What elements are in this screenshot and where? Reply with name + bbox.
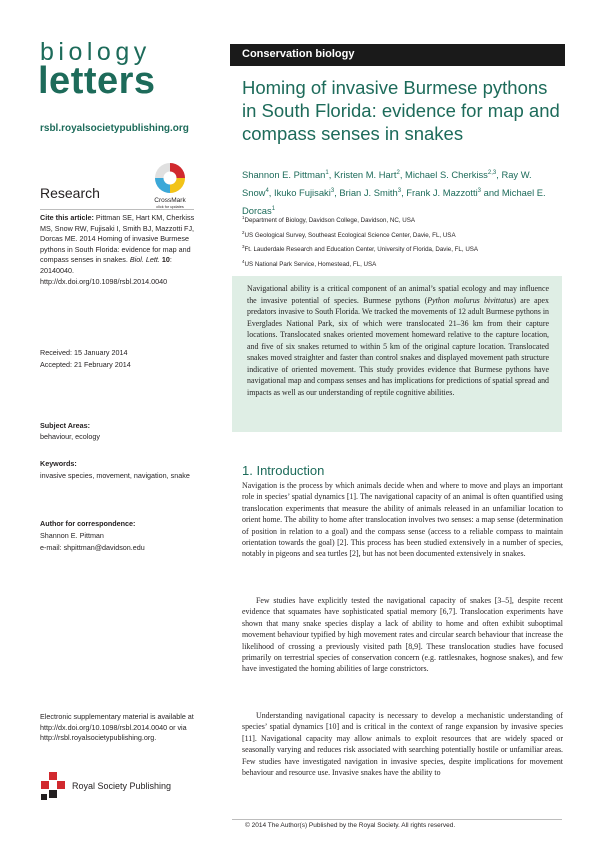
- cite-volume: 10: [161, 255, 170, 265]
- abstract-part2: ) are apex predators invasive to South Florida. We tracked the movements of 12 adult Burmese pythons in Everglades National Park, six of which were translocated 21–36 km from their capture locations. Translocated snakes oriented movement homeward relative to the capture location, and five of six snakes returned to within 5 km of the original capture location. Translocated snakes moved straighter and faster than control snakes and displayed movement path structure indicative of oriented movement. This study provides evidence that Burmese pythons have navigational map and compass senses and has implications for predictions of spatial spread and impacts as well as our understanding of reptile cognitive abilities.: [247, 295, 549, 397]
- esm-note: Electronic supplementary material is available at http://dx.doi.org/10.1098/rsbl.2014.0040 or via http://rsbl.royalsocietypublishing.org.: [40, 712, 194, 743]
- affiliation-text: US Geological Survey, Southeast Ecological Science Center, Davie, FL, USA: [244, 231, 456, 239]
- intro-paragraph-2: Few studies have explicitly tested the navigational capacity of snakes [3–5], despite recent evidence that squamates have sophisticated spatial memory [6,7]. Translocation experiments have shown that many snake species display a lack of ability to home and often exhibit suboptimal movement behaviour typified by high movement rates and circular search behaviour that increase the likelihood of crossing a previously visited path [8,9]. These translocation studies have focused primarily on terrestrial species of conservation concern (e.g. rattlesnakes, hognose snakes), and few have investigated the homing abilities of large constrictors.: [242, 596, 563, 674]
- cite-label: Cite this article:: [40, 213, 94, 222]
- abstract-text: [247, 283, 549, 398]
- author-name[interactable]: Michael S. Cherkiss: [405, 169, 488, 181]
- journal-name-line1: biology: [40, 38, 151, 66]
- royal-society-logo-icon: [40, 772, 66, 802]
- author-affiliation-marker: 3: [397, 188, 402, 195]
- keywords-text: invasive species, movement, navigation, snake: [40, 471, 190, 480]
- footer-divider: [232, 819, 562, 820]
- affiliation-marker: 3: [242, 244, 245, 250]
- keywords-label: Keywords:: [40, 459, 77, 468]
- correspondence-name: Shannon E. Pittman: [40, 531, 104, 540]
- subject-areas-label: Subject Areas:: [40, 421, 91, 430]
- crossmark-sub: click for updates: [156, 205, 184, 209]
- affiliation-marker: 2: [242, 229, 245, 235]
- copyright-footer: © 2014 The Author(s) Published by the Royal Society. All rights reserved.: [245, 822, 456, 829]
- abstract-species: Python molurus bivittatus: [427, 295, 514, 305]
- subject-areas-text: behaviour, ecology: [40, 432, 100, 441]
- section-label: Conservation biology: [242, 48, 355, 60]
- affiliation-marker: 1: [242, 215, 245, 220]
- author-list: Shannon E. Pittman$^1$, Kristen M. Hart$^2$, Michael S. Cherkiss$^{2,3}$, Ray W. Snow$^4$, Ikuko Fujisaki$^3$, Brian J. Smith$^3$, Frank J. Mazzotti$^3$ and Michael E. Dorcas$^1$: [242, 169, 546, 217]
- received-date: Received: 15 January 2014: [40, 348, 128, 357]
- article-title: Homing of invasive Burmese pythons in South Florida: evidence for map and compass senses in snakes: [242, 77, 560, 144]
- author-name[interactable]: Shannon E. Pittman: [242, 169, 326, 181]
- author-name[interactable]: Brian J. Smith: [339, 187, 398, 199]
- cite-rest: : 20140040.: [40, 255, 172, 275]
- affiliation-item: [242, 256, 562, 271]
- affiliation-item: [242, 212, 562, 227]
- affiliation-marker: 4: [242, 258, 245, 264]
- author-affiliation-marker: 2: [396, 170, 400, 176]
- cite-doi[interactable]: http://dx.doi.org/10.1098/rsbl.2014.0040: [40, 276, 168, 286]
- author-name[interactable]: Ray W. Snow: [242, 169, 532, 199]
- affiliation-item: [242, 241, 562, 256]
- journal-url[interactable]: rsbl.royalsocietypublishing.org: [40, 123, 189, 134]
- author-affiliation-marker: 4: [265, 188, 269, 195]
- cite-journal: Biol. Lett.: [129, 255, 160, 265]
- intro-heading: 1. Introduction: [242, 463, 325, 478]
- correspondence-label: Author for correspondence:: [40, 519, 136, 528]
- intro-paragraph-1: Navigation is the process by which animals decide when and where to move and plays an important role in species’ spatial dynamics [1]. The navigational capacity of an animal is often quantified using translocation experiments that measure the ability of animals released in an unfamiliar location to orient home. The ability to home after translocation involves two senses: a map sense (determination of position in relation to a goal) and the compass sense (access to a reliable compass to maintain orientation towards the goal) [2]. This process has been studied extensively in a number of species, notably in pigeons and sea turtles [2], but has not been documented extensively in snakes.: [242, 481, 563, 559]
- crossmark-label: CrossMark: [154, 197, 186, 204]
- left-divider: [40, 209, 194, 210]
- author-affiliation-marker: 3: [330, 188, 335, 195]
- crossmark-icon[interactable]: [148, 160, 192, 210]
- affiliation-item: [242, 227, 562, 242]
- journal-name-line2: letters: [38, 60, 156, 102]
- article-type: Research: [40, 185, 100, 201]
- intro-paragraph-3: Understanding navigational capacity is necessary to develop a mechanistic understanding of species’ spatial dynamics [10] and is critical in the context of range expansion by invasive species [11]. Navigational capacity may allow animals to exploit resources that are widely spaced or seasonally varying and reduces risk associated with searching potentially hostile or unfamiliar areas. Few studies have investigated navigation in invasive species, despite implications for movement behaviour and resource use. Invasive snakes have the ability to: [242, 711, 563, 778]
- affiliation-list: [242, 212, 562, 271]
- author-affiliation-marker: 1: [271, 206, 276, 213]
- publisher-name: Royal Society Publishing: [72, 781, 172, 791]
- author-name[interactable]: Michael E. Dorcas: [242, 187, 546, 217]
- citation-block: [40, 213, 196, 287]
- correspondence-email[interactable]: e-mail: shpittman@davidson.edu: [40, 543, 145, 552]
- affiliation-text: US National Park Service, Homestead, FL, USA: [244, 261, 377, 269]
- author-affiliation-marker: 1: [325, 170, 329, 176]
- author-affiliation-marker: 3: [477, 188, 482, 195]
- abstract-part1: Navigational ability is a critical component of an animal’s spatial ecology and may influence the invasive potential of species. Burmese pythons (: [247, 284, 549, 305]
- affiliation-text: Ft. Lauderdale Research and Education Center, University of Florida, Davie, FL, USA: [244, 246, 479, 254]
- author-name[interactable]: Frank J. Mazzotti: [406, 187, 478, 199]
- author-name[interactable]: Kristen M. Hart: [333, 169, 397, 181]
- affiliation-text: Department of Biology, Davidson College, Davidson, NC, USA: [244, 217, 415, 225]
- author-name[interactable]: Ikuko Fujisaki: [274, 187, 331, 199]
- accepted-date: Accepted: 21 February 2014: [40, 360, 131, 369]
- cite-text: Pittman SE, Hart KM, Cherkiss MS, Snow RW, Fujisaki I, Smith BJ, Mazzotti FJ, Dorcas ME. 2014 Homing of invasive Burmese pythons in South Florida: evidence for map and compass senses in snakes.: [40, 213, 195, 265]
- author-affiliation-marker: 2,3: [487, 170, 497, 176]
